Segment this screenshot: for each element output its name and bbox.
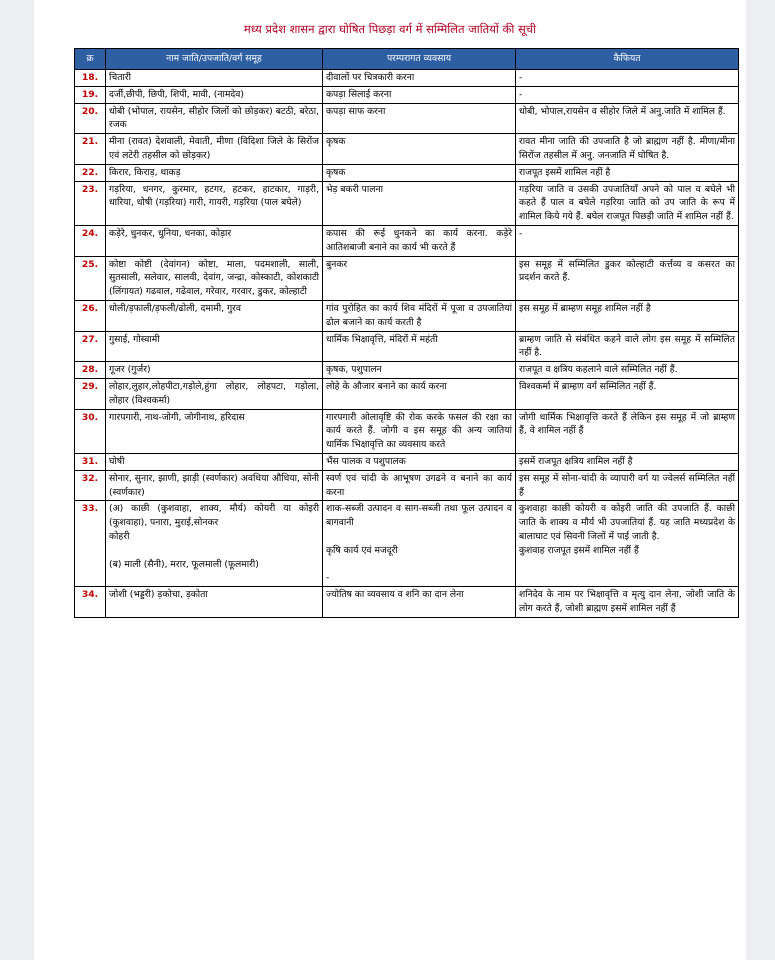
occupation-cell	[323, 103, 516, 134]
serial-cell-text: 27.	[81, 333, 99, 345]
occupation-cell-text: कृषक, पशुपालन	[326, 364, 382, 376]
table-row	[75, 501, 739, 587]
occupation-cell-text: दीवालों पर चित्रकारी करना	[326, 72, 415, 83]
table-row	[75, 331, 739, 362]
occupation-cell	[323, 378, 516, 409]
occupation-cell-text: बुनकर	[326, 258, 348, 270]
table-row	[75, 164, 739, 181]
remarks-cell-text: -	[519, 88, 523, 100]
occupation-cell	[323, 453, 516, 470]
caste-name-cell-text: गड़रिया, धनगर, कुरमार, हटगर, हटकर, हाटकार, गाड़री, धारिया, धोषी (गड़रिया) गारी, गायरी, गड़रिया (पाल बघेले)	[109, 183, 322, 209]
remarks-cell-text: राजपूत इसमें शामिल नहीं है	[519, 166, 611, 178]
occupation-cell-text: भेड़ बकरी पालना	[326, 183, 383, 195]
occupation-cell-text: कपड़ा साफ करना	[326, 105, 386, 117]
serial-cell	[75, 164, 106, 181]
occupation-cell-text: कपड़ा सिलाई करना	[326, 88, 392, 100]
remarks-cell	[516, 587, 739, 618]
serial-cell	[75, 501, 106, 587]
table-row	[75, 378, 739, 409]
header-serial: क्र	[75, 49, 106, 70]
serial-cell-text: 30.	[81, 411, 99, 423]
occupation-cell-text: कृषक	[326, 136, 346, 148]
page-title: मध्य प्रदेश शासन द्वारा घोषित पिछड़ा वर्ग में सम्मिलित जातियों की सूची	[243, 22, 537, 36]
caste-name-cell-text: किरार, किराड़, धाकड़	[109, 166, 181, 178]
serial-cell	[75, 256, 106, 300]
caste-name-cell-text: चितारी	[109, 72, 131, 83]
table-row	[75, 362, 739, 379]
caste-name-cell-text: मीना (रावत) देशवाली, मेवाती, मीणा (विदिशा जिले के सिरोंज एवं लटेरी तहसील को छोड़कर)	[109, 136, 322, 161]
header-remarks: कैफियत	[516, 49, 739, 70]
remarks-cell	[516, 86, 739, 103]
remarks-cell-text: जोगी धार्मिक भिक्षावृत्ति करते हैं लेकिन इस समूह में जो ब्राम्हण हैं, वे शामिल नहीं हैं	[519, 411, 738, 437]
serial-cell-text: 24.	[81, 227, 99, 239]
remarks-cell-text: इस समूह में ब्राम्हण समूह शामिल नहीं है	[519, 302, 651, 314]
occupation-cell	[323, 409, 516, 453]
serial-cell-text: 23.	[81, 183, 99, 195]
remarks-cell-text: विश्वकर्मा में ब्राम्हण वर्ग सम्मिलित नहीं हैं.	[519, 380, 657, 392]
occupation-cell	[323, 362, 516, 379]
caste-name-cell-text: कड़ेरे, धुनकर, धुनिया, धनका, कोड़ार	[109, 227, 232, 239]
table-row	[75, 453, 739, 470]
remarks-cell-text: ब्राम्हण जाति से संबंधित कहने वाले लोग इस समूह में सम्मिलित नहीं है.	[519, 333, 738, 359]
occupation-cell	[323, 501, 516, 587]
serial-cell	[75, 300, 106, 331]
occupation-cell	[323, 256, 516, 300]
caste-name-cell-text: धोली/ड़फाली/ड़फली/ढोली, दमामी, गुरव	[109, 302, 242, 314]
caste-list-table	[74, 48, 739, 618]
table-row	[75, 70, 739, 87]
caste-name-cell	[106, 70, 323, 87]
serial-cell	[75, 181, 106, 225]
serial-cell	[75, 86, 106, 103]
occupation-cell-text: गांव पुरोहित का कार्य शिव मंदिरों में पूजा व उपजातियां ढोल बजाने का कार्य करती है	[326, 302, 515, 328]
remarks-cell-text: राजपूत व क्षत्रिय कहलाने वाले सम्मिलित नहीं हैं.	[519, 364, 678, 376]
serial-cell	[75, 453, 106, 470]
caste-name-cell	[106, 164, 323, 181]
occupation-cell	[323, 587, 516, 618]
occupation-cell-text: ज्योतिष का व्यवसाय व शनि का दान लेना	[326, 589, 464, 601]
caste-name-cell	[106, 256, 323, 300]
occupation-cell	[323, 164, 516, 181]
occupation-cell	[323, 331, 516, 362]
caste-name-cell	[106, 103, 323, 134]
remarks-cell	[516, 70, 739, 87]
serial-cell-text: 34.	[81, 589, 99, 601]
caste-name-cell-text: कोष्टा कोष्टी (देवांगन) कोष्टा, माला, पदमशाली, साली, सुतसाली, सलेवार, सालवी, देवांग, जन्द्रा, कोस्काटी, कोशकाटी (लिंगायत) गढवाल, गढेवाल, गरेवार, गरवार, डुकर, कोल्हाटी	[109, 258, 322, 298]
table-row	[75, 470, 739, 501]
serial-cell-text: 31.	[81, 455, 99, 467]
caste-name-cell-text: घोषी	[109, 455, 125, 467]
caste-name-cell	[106, 300, 323, 331]
table-row	[75, 587, 739, 618]
caste-name-cell	[106, 587, 323, 618]
occupation-cell-text: स्वर्ण एवं चांदी के आभूषण उगढने व बनाने का कार्य करना	[326, 472, 515, 498]
serial-cell-text: 21.	[81, 136, 99, 148]
serial-cell-text: 25.	[81, 258, 99, 270]
serial-cell	[75, 470, 106, 501]
caste-name-cell-text: जोशी (भड्डरी) ड़कोचा, ड़कोता	[109, 589, 208, 601]
remarks-cell	[516, 331, 739, 362]
serial-cell-text: 26.	[81, 302, 99, 314]
caste-name-cell	[106, 378, 323, 409]
caste-name-cell-text: धोबी (भोपाल, रायसेन, सीहोर जिलों को छोड़कर) बटठी, बरेठा, रजक	[109, 105, 322, 131]
remarks-cell	[516, 470, 739, 501]
occupation-cell-text: भैंस पालक व पशुपालक	[326, 455, 406, 467]
occupation-cell-text: कपास की रूई धुनकने का कार्य करना. कड़ेरे आतिशबाजी बनाने का कार्य भी करते हैं	[326, 227, 515, 253]
header-caste-name: नाम जाति/उपजाति/वर्ग समूह	[106, 49, 323, 70]
table-row	[75, 256, 739, 300]
serial-cell-text: 20.	[81, 105, 99, 117]
serial-cell	[75, 378, 106, 409]
serial-cell	[75, 587, 106, 618]
occupation-cell-text: गारपगारी ओलावृष्टि की रोक करके फसल की रक्षा का कार्य करते हैं. जोगी व इस समूह की अन्य जातियां धार्मिक भिक्षावृत्ति का व्यवसाय करते	[326, 411, 515, 451]
serial-cell	[75, 134, 106, 165]
remarks-cell-text: धोबी, भोपाल,रायसेन व सीहोर जिले में अनु.जाति में शामिल हैं.	[519, 105, 726, 117]
table-row	[75, 409, 739, 453]
serial-cell	[75, 362, 106, 379]
caste-name-cell	[106, 409, 323, 453]
occupation-cell	[323, 86, 516, 103]
remarks-cell-text: कुशवाहा काछी कोयरी व कोइरी जाति की उपजाति हैं. काछी जाति के शाक्य व मौर्य भी उपजातियां हैं. यह जाति मध्यप्रदेश के बालाघाट एवं सिवनी जिलों में पाई जाती है. कुशवाह राजपूत इसमें शामिल नहीं हैं	[519, 503, 735, 556]
serial-cell-text: 18.	[81, 72, 99, 83]
table-header-row	[75, 49, 739, 70]
table-row	[75, 103, 739, 134]
serial-cell-text: 32.	[81, 472, 99, 484]
caste-name-cell	[106, 470, 323, 501]
serial-cell-text: 29.	[81, 380, 99, 392]
header-occupation: परम्परागत व्यवसाय	[323, 49, 516, 70]
occupation-cell	[323, 181, 516, 225]
remarks-cell-text: इसमें राजपूत क्षत्रिय शामिल नहीं है	[519, 455, 633, 467]
table-row	[75, 86, 739, 103]
caste-name-cell-text: गारपगारी, नाथ-जोगी, जोगीनाथ, हरिदास	[109, 411, 245, 423]
remarks-cell	[516, 181, 739, 225]
remarks-cell-text: गड़रिया जाति व उसकी उपजातियाँ अपने को पाल व बघेले भी कहते हैं पाल व बघेले गड़रिया जाति को उप जाति के रूप में शामिल किये गये हैं. बघेल राजपूत पिछड़ी जाति में शामिल नहीं हैं.	[519, 183, 738, 223]
table-row	[75, 181, 739, 225]
occupation-cell	[323, 134, 516, 165]
serial-cell	[75, 103, 106, 134]
occupation-cell	[323, 300, 516, 331]
serial-cell	[75, 331, 106, 362]
serial-cell-text: 28.	[81, 364, 99, 376]
remarks-cell	[516, 409, 739, 453]
remarks-cell	[516, 164, 739, 181]
remarks-cell	[516, 378, 739, 409]
occupation-cell-text: लोहे के औजार बनाने का कार्य करना	[326, 380, 447, 392]
caste-name-cell	[106, 134, 323, 165]
caste-name-cell	[106, 86, 323, 103]
table-row	[75, 134, 739, 165]
caste-name-cell	[106, 331, 323, 362]
serial-cell-text: 33.	[81, 503, 99, 515]
document-page	[34, 0, 746, 960]
serial-cell	[75, 225, 106, 256]
remarks-cell-text: -	[519, 72, 523, 83]
serial-cell-text: 22.	[81, 166, 99, 178]
caste-name-cell-text: लोहार,लुहार,लोहपीटा,गड़ोले,हुंगा लोहार, लोहपटा, गड़ोला, लोहार (विश्वकर्मा)	[109, 380, 322, 406]
remarks-cell-text: रावत मीना जाति की उपजाति है जो ब्राह्मण नहीं है. मीणा/मीना सिरोंज तहसील में अनु. जनजाति में घोषित है.	[519, 136, 738, 161]
remarks-cell	[516, 103, 739, 134]
remarks-cell-text: -	[519, 227, 523, 239]
remarks-cell	[516, 300, 739, 331]
caste-name-cell	[106, 453, 323, 470]
remarks-cell	[516, 134, 739, 165]
occupation-cell	[323, 470, 516, 501]
caste-name-cell	[106, 362, 323, 379]
occupation-cell	[323, 70, 516, 87]
remarks-cell	[516, 225, 739, 256]
caste-name-cell-text: सोनार, सुनार, झाणी, झाड़ी (स्वर्णकार) अवधिया औधिया, सोनी (स्वर्णकार)	[109, 472, 322, 498]
serial-cell	[75, 70, 106, 87]
caste-name-cell-text: गुसाई, गोस्वामी	[109, 333, 160, 345]
remarks-cell	[516, 501, 739, 587]
remarks-cell	[516, 453, 739, 470]
occupation-cell-text: कृषक	[326, 166, 346, 178]
caste-name-cell	[106, 225, 323, 256]
caste-name-cell-text: गूजर (गुर्जर)	[109, 364, 151, 376]
remarks-cell-text: इस समूह में सम्मिलित डुकर कोल्हाटी कर्त्तव्य व कसरत का प्रदर्शन करते हैं.	[519, 258, 738, 284]
caste-name-cell	[106, 501, 323, 587]
caste-name-cell	[106, 181, 323, 225]
remarks-cell-text: इस समूह में सोना-चांदी के व्यापारी वर्ग या ज्वेलर्स सम्मिलित नहीं हैं	[519, 472, 738, 498]
caste-name-cell-text: दर्जी,छीपी, छिपी, शिपी, मावी, (नामदेव)	[109, 88, 244, 100]
table-row	[75, 225, 739, 256]
occupation-cell-text: शाक-सब्जी उत्पादन व साग-सब्जी तथा फूल उत्पादन व बागवानी कृषि कार्य एवं मजदूरी -	[326, 503, 512, 584]
remarks-cell-text: शनिदेव के नाम पर भिक्षावृत्ति व मृत्यु दान लेना, जोशी जाति के लोग करते हैं, जोशी ब्राह्मण इसमें शामिल नहीं हैं	[519, 589, 738, 614]
remarks-cell	[516, 256, 739, 300]
occupation-cell	[323, 225, 516, 256]
caste-name-cell-text: (अ) काछी (कुशवाहा, शाक्य, मौर्य) कोयरी या कोइरी (कुशवाहा), पनारा, मुराई,सोनकर कोहरी (ब) माली (सैनी), मरार, फूलमाली (फूलमारी)	[109, 503, 319, 570]
serial-cell-text: 19.	[81, 88, 99, 100]
occupation-cell-text: धार्मिक भिक्षावृत्ति, मंदिरों में महंती	[326, 333, 438, 345]
table-row	[75, 300, 739, 331]
remarks-cell	[516, 362, 739, 379]
serial-cell	[75, 409, 106, 453]
